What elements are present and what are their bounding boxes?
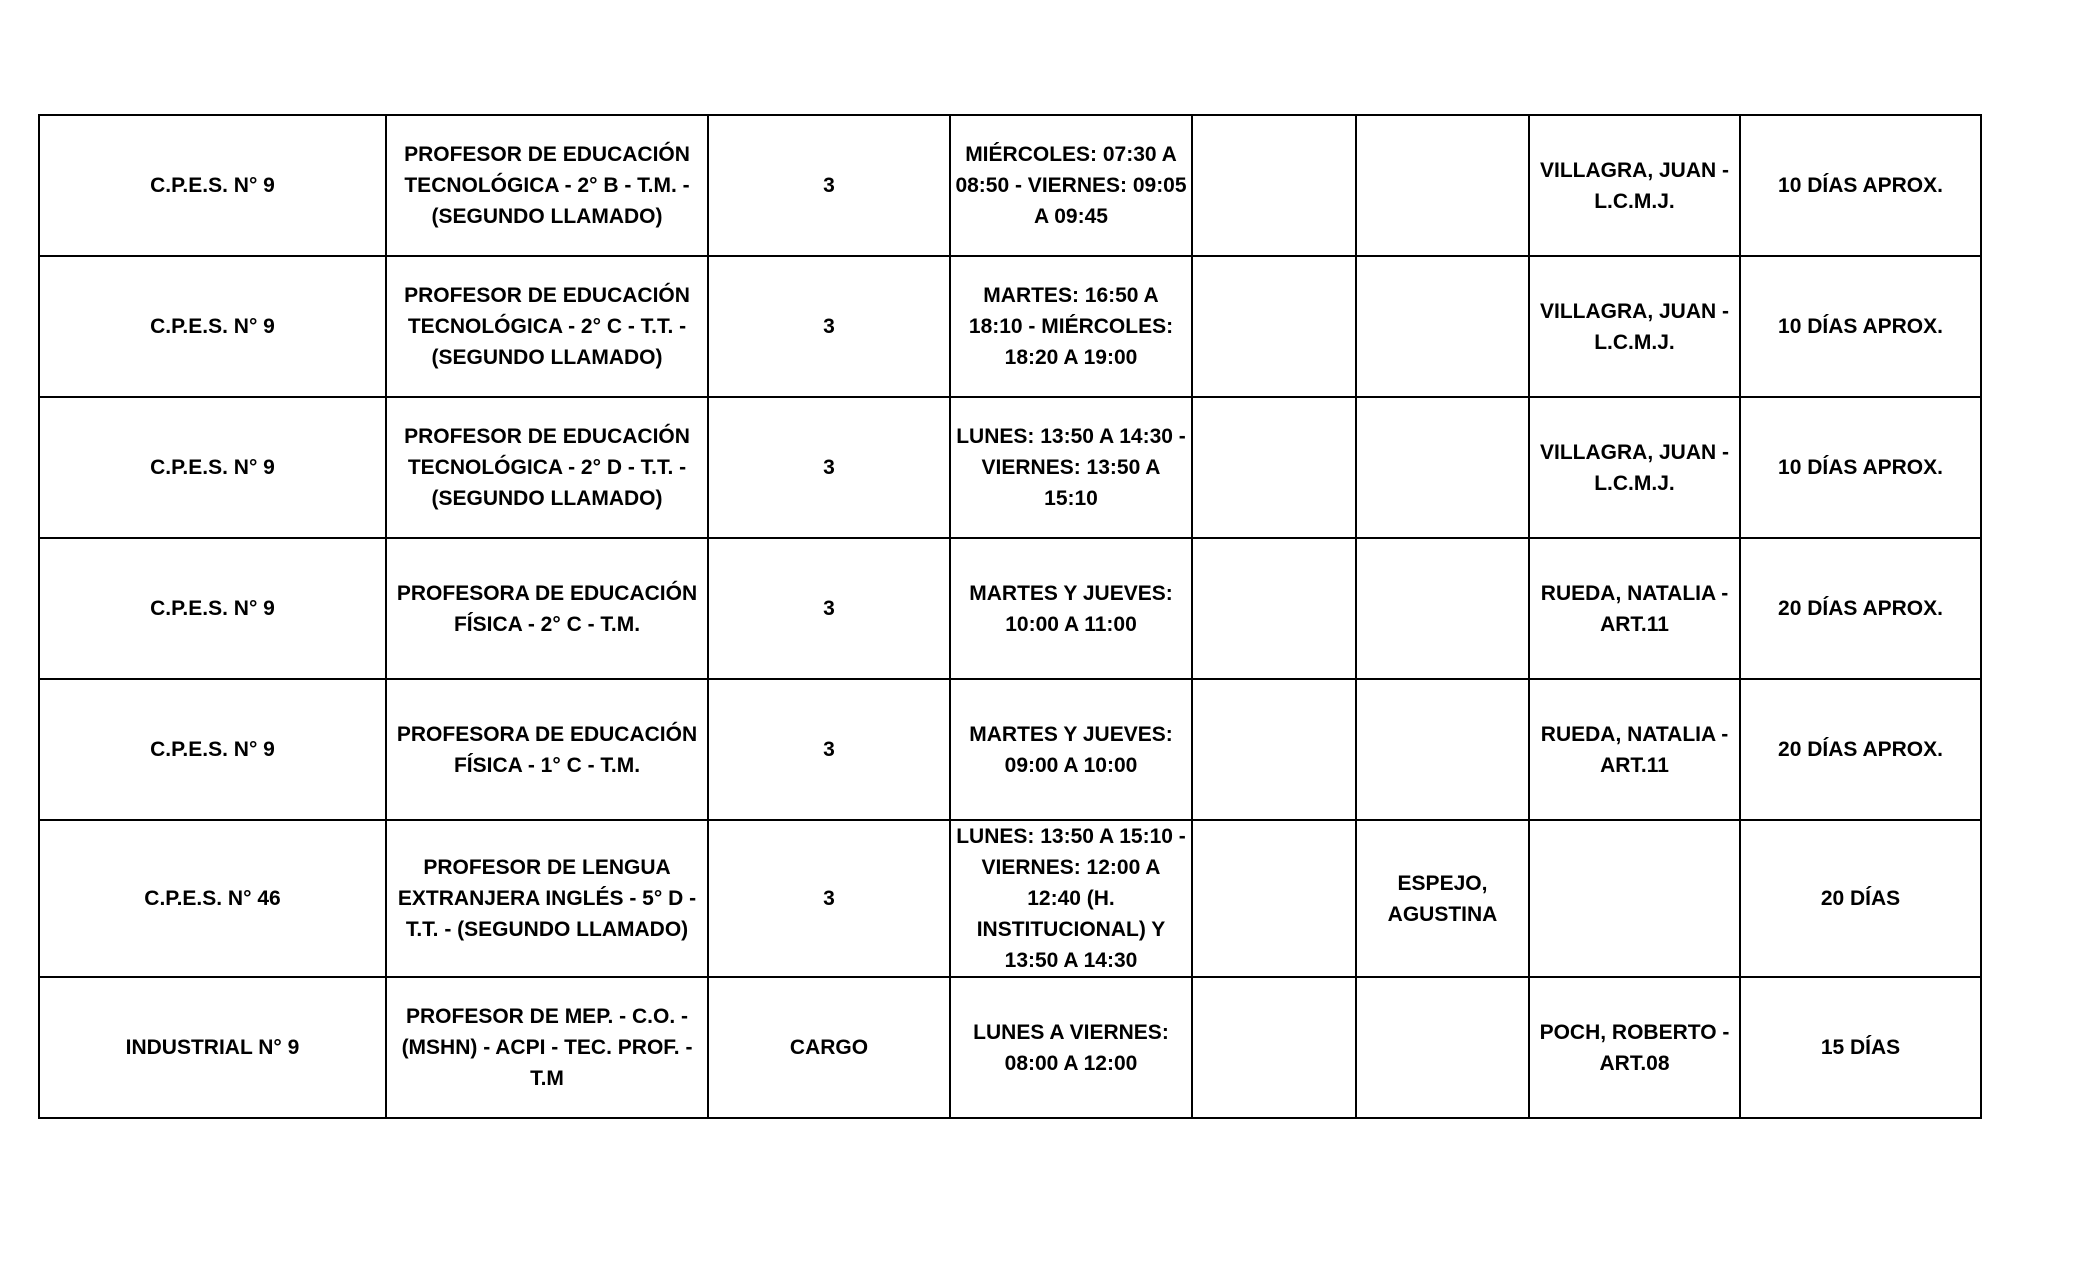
duration-cell: 10 DÍAS APROX. — [1740, 115, 1981, 256]
duration-cell: 20 DÍAS — [1740, 820, 1981, 977]
empty-cell — [1192, 977, 1356, 1118]
appointee-cell — [1356, 397, 1529, 538]
table-row — [39, 115, 1981, 256]
empty-cell — [1192, 538, 1356, 679]
position-cell: PROFESORA DE EDUCACIÓN FÍSICA - 2° C - T.M. — [386, 538, 708, 679]
school-cell: C.P.E.S. N° 9 — [39, 115, 386, 256]
school-cell: INDUSTRIAL N° 9 — [39, 977, 386, 1118]
appointee-cell — [1356, 256, 1529, 397]
hours-cell: 3 — [708, 256, 950, 397]
table-row — [39, 397, 1981, 538]
hours-cell: 3 — [708, 397, 950, 538]
position-cell: PROFESORA DE EDUCACIÓN FÍSICA - 1° C - T.M. — [386, 679, 708, 820]
duration-cell: 20 DÍAS APROX. — [1740, 679, 1981, 820]
duration-cell: 15 DÍAS — [1740, 977, 1981, 1118]
schedule-cell: LUNES A VIERNES: 08:00 A 12:00 — [950, 977, 1192, 1118]
position-cell: PROFESOR DE LENGUA EXTRANJERA INGLÉS - 5° D - T.T. - (SEGUNDO LLAMADO) — [386, 820, 708, 977]
vacancy-table — [38, 114, 1982, 1119]
hours-cell: 3 — [708, 538, 950, 679]
position-cell: PROFESOR DE EDUCACIÓN TECNOLÓGICA - 2° C - T.T. - (SEGUNDO LLAMADO) — [386, 256, 708, 397]
replaces-cell: RUEDA, NATALIA - ART.11 — [1529, 679, 1740, 820]
position-cell: PROFESOR DE EDUCACIÓN TECNOLÓGICA - 2° D - T.T. - (SEGUNDO LLAMADO) — [386, 397, 708, 538]
schedule-cell: MARTES: 16:50 A 18:10 - MIÉRCOLES: 18:20 A 19:00 — [950, 256, 1192, 397]
school-cell: C.P.E.S. N° 9 — [39, 679, 386, 820]
duration-cell: 20 DÍAS APROX. — [1740, 538, 1981, 679]
table-row — [39, 977, 1981, 1118]
empty-cell — [1192, 115, 1356, 256]
table-row — [39, 538, 1981, 679]
hours-cell: 3 — [708, 115, 950, 256]
appointee-cell — [1356, 115, 1529, 256]
table-row — [39, 820, 1981, 977]
school-cell: C.P.E.S. N° 9 — [39, 256, 386, 397]
replaces-cell: VILLAGRA, JUAN - L.C.M.J. — [1529, 256, 1740, 397]
replaces-cell: VILLAGRA, JUAN - L.C.M.J. — [1529, 397, 1740, 538]
hours-cell: CARGO — [708, 977, 950, 1118]
hours-cell: 3 — [708, 679, 950, 820]
duration-cell: 10 DÍAS APROX. — [1740, 397, 1981, 538]
schedule-cell: LUNES: 13:50 A 14:30 - VIERNES: 13:50 A 15:10 — [950, 397, 1192, 538]
schedule-cell: LUNES: 13:50 A 15:10 - VIERNES: 12:00 A 12:40 (H. INSTITUCIONAL) Y 13:50 A 14:30 — [950, 820, 1192, 977]
schedule-cell: MIÉRCOLES: 07:30 A 08:50 - VIERNES: 09:05 A 09:45 — [950, 115, 1192, 256]
school-cell: C.P.E.S. N° 46 — [39, 820, 386, 977]
hours-cell: 3 — [708, 820, 950, 977]
empty-cell — [1192, 820, 1356, 977]
schedule-cell: MARTES Y JUEVES: 10:00 A 11:00 — [950, 538, 1192, 679]
empty-cell — [1192, 679, 1356, 820]
duration-cell: 10 DÍAS APROX. — [1740, 256, 1981, 397]
replaces-cell — [1529, 820, 1740, 977]
replaces-cell: VILLAGRA, JUAN - L.C.M.J. — [1529, 115, 1740, 256]
school-cell: C.P.E.S. N° 9 — [39, 538, 386, 679]
replaces-cell: POCH, ROBERTO - ART.08 — [1529, 977, 1740, 1118]
replaces-cell: RUEDA, NATALIA - ART.11 — [1529, 538, 1740, 679]
schedule-cell: MARTES Y JUEVES: 09:00 A 10:00 — [950, 679, 1192, 820]
appointee-cell: ESPEJO, AGUSTINA — [1356, 820, 1529, 977]
position-cell: PROFESOR DE MEP. - C.O. - (MSHN) - ACPI - TEC. PROF. - T.M — [386, 977, 708, 1118]
appointee-cell — [1356, 977, 1529, 1118]
table-row — [39, 256, 1981, 397]
table-row — [39, 679, 1981, 820]
empty-cell — [1192, 397, 1356, 538]
empty-cell — [1192, 256, 1356, 397]
appointee-cell — [1356, 679, 1529, 820]
appointee-cell — [1356, 538, 1529, 679]
position-cell: PROFESOR DE EDUCACIÓN TECNOLÓGICA - 2° B - T.M. - (SEGUNDO LLAMADO) — [386, 115, 708, 256]
school-cell: C.P.E.S. N° 9 — [39, 397, 386, 538]
